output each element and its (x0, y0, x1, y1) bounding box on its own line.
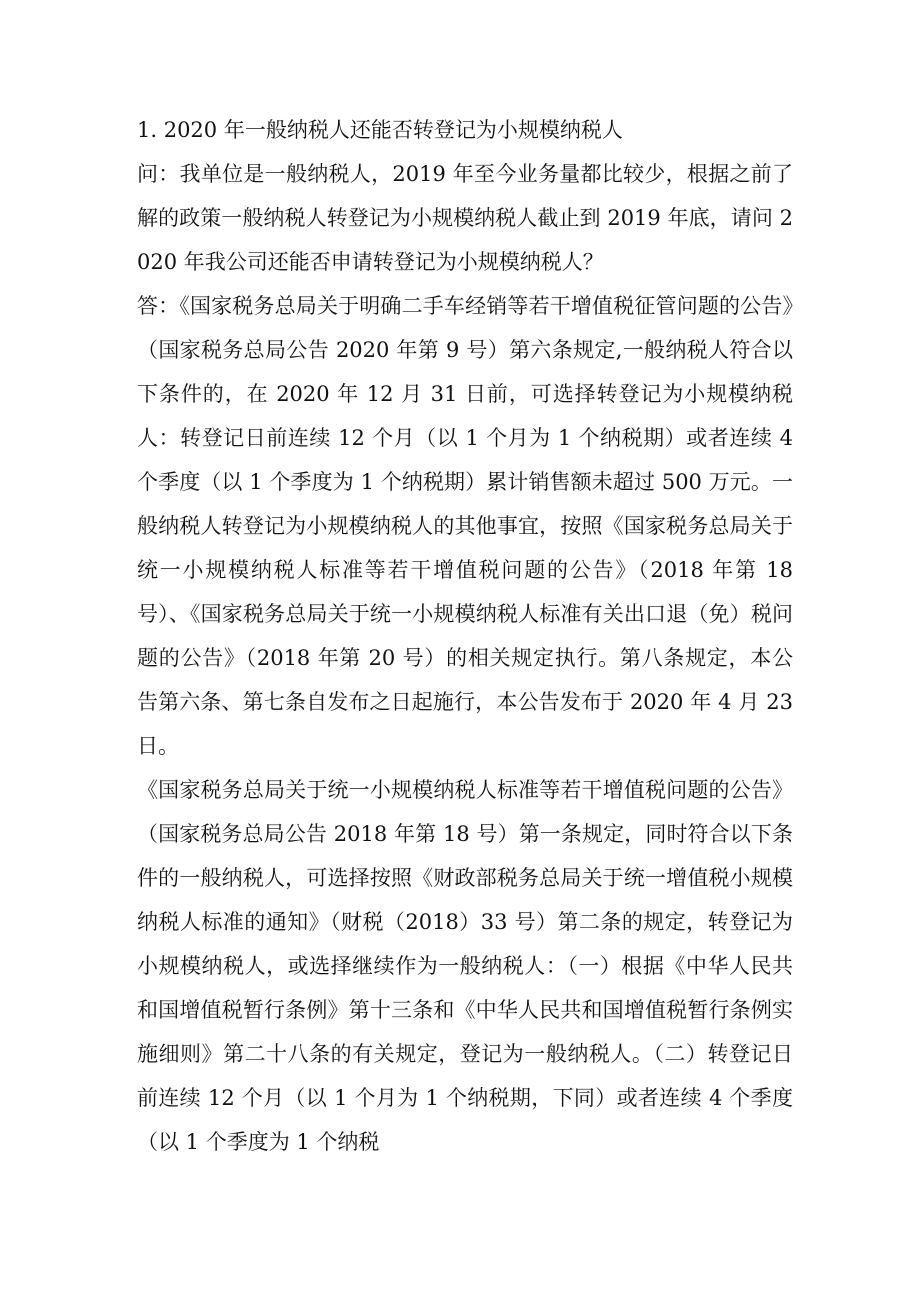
regulation-paragraph: 《国家税务总局关于统一小规模纳税人标准等若干增值税问题的公告》（国家税务总局公告 2018 年第 18 号）第一条规定，同时符合以下条件的一般纳税人，可选择按照《财政部税务总局关于统一增值税小规模纳税人标准的通知》（财税（2018）33 号）第二条的规定，转登记为小规模纳税人，或选择继续作为一般纳税人：（一）根据《中华人民共和国增值税暂行条例》第十三条和《中华人民共和国增值税暂行条例实施细则》第二十八条的有关规定，登记为一般纳税人。（二）转登记日前连续 12 个月（以 1 个月为 1 个纳税期，下同）或者连续 4 个季度（以 1 个季度为 1 个纳税 (137, 778, 793, 1154)
answer-paragraph: 答：《国家税务总局关于明确二手车经销等若干增值税征管问题的公告》（国家税务总局公告 2020 年第 9 号）第六条规定,一般纳税人符合以下条件的，在 2020 年 12 月 31 日前，可选择转登记为小规模纳税人：转登记日前连续 12 个月（以 1 个月为 1 个纳税期）或者连续 4 个季度（以 1 个季度为 1 个纳税期）累计销售额未超过 500 万元。一般纳税人转登记为小规模纳税人的其他事宜，按照《国家税务总局关于统一小规模纳税人标准等若干增值税问题的公告》（2018 年第 18 号）、《国家税务总局关于统一小规模纳税人标准有关出口退（免）税问题的公告》（2018 年第 20 号）的相关规定执行。第八条规定，本公告第六条、第七条自发布之日起施行，本公告发布于 2020 年 4 月 23 日。 (137, 294, 793, 758)
question-paragraph: 问：我单位是一般纳税人，2019 年至今业务量都比较少，根据之前了解的政策一般纳税人转登记为小规模纳税人截止到 2019 年底，请问 2020 年我公司还能否申请转登记为小规模纳税人？ (137, 162, 793, 274)
document-body (137, 108, 793, 1164)
section-title: 1. 2020 年一般纳税人还能否转登记为小规模纳税人 (137, 118, 623, 142)
